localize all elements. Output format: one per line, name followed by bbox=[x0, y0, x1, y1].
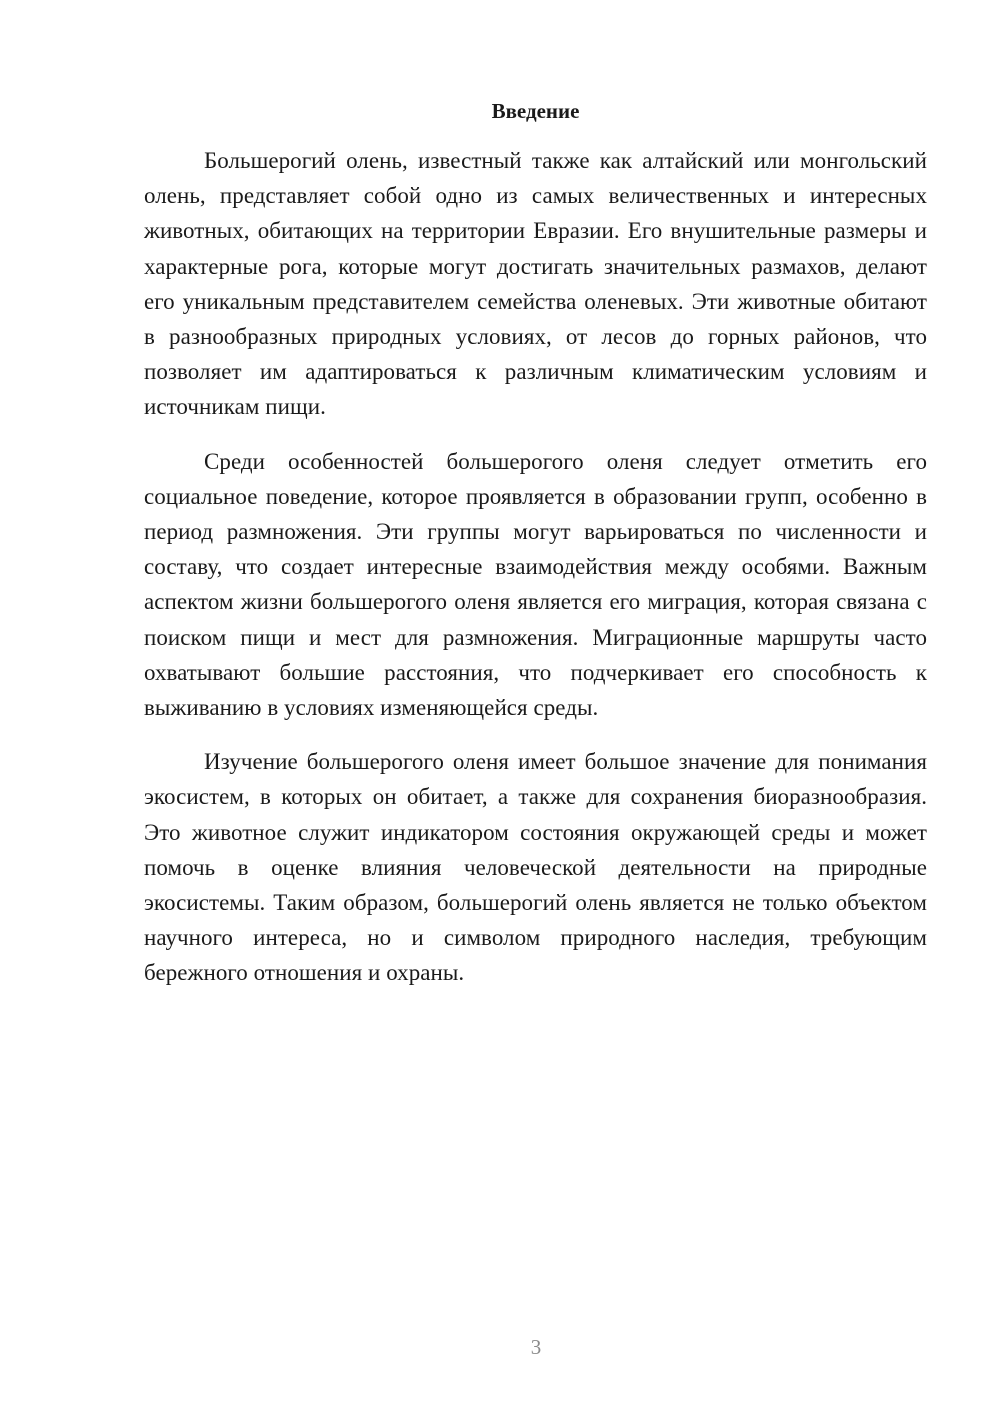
page-title: Введение bbox=[491, 99, 580, 123]
paragraph-1: Большерогий олень, известный также как алтайский или монгольский олень, представляет собой одно из самых величественных и интересных животных, обитающих на территории Евразии. Его внушительные размеры и характерные рога, которые могут достигать значительных размахов, делают его уникальным представителем семейства оленевых. Эти животные обитают в разнообразных природных условиях, от лесов до горных районов, что позволяет им адаптироваться к различным климатическим условиям и источникам пищи. bbox=[144, 148, 927, 420]
paragraph-2: Среди особенностей большерогого оленя следует отметить его социальное поведение, которое проявляется в образовании групп, особенно в период размножения. Эти группы могут варьироваться по численности и составу, что создает интересные взаимодействия между особями. Важным аспектом жизни большерогого оленя является его миграция, которая связана с поиском пищи и мест для размножения. Миграционные маршруты часто охватывают большие расстояния, что подчеркивает его способность к выживанию в условиях изменяющейся среды. bbox=[144, 448, 927, 721]
document-body bbox=[144, 143, 927, 1010]
page-number: 3 bbox=[530, 1335, 542, 1359]
paragraph-3: Изучение большерогого оленя имеет большое значение для понимания экосистем, в которых он обитает, а также для сохранения биоразнообразия. Это животное служит индикатором состояния окружающей среды и может помочь в оценке влияния человеческой деятельности на природные экосистемы. Таким образом, большерогий олень является не только объектом научного интереса, но и символом природного наследия, требующим бережного отношения и охраны. bbox=[144, 749, 927, 986]
